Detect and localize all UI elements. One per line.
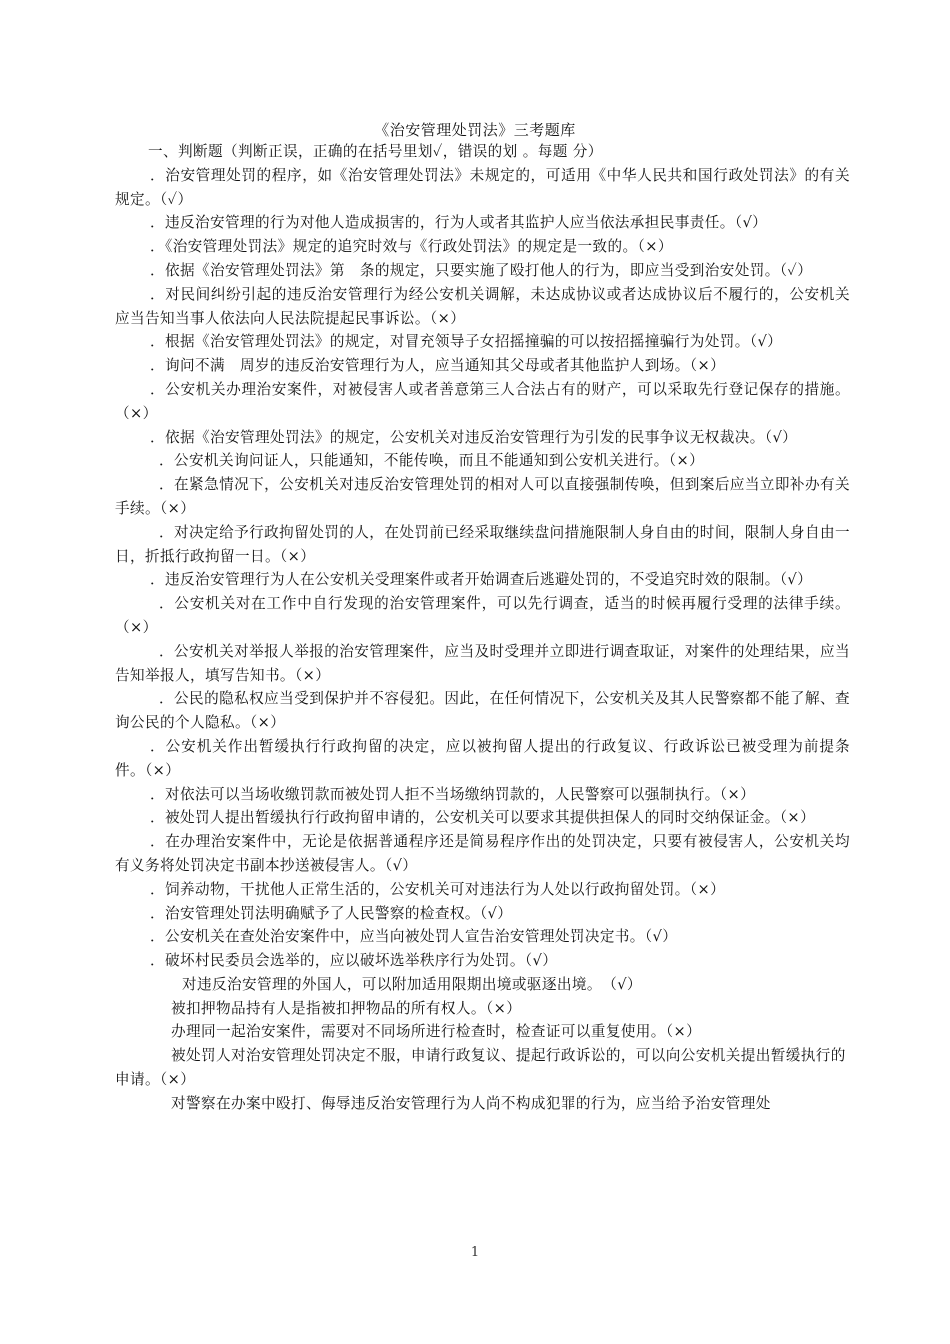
question-item: ．治安管理处罚的程序，如《治安管理处罚法》未规定的，可适用《中华人民共和国行政处罚法》的有关规定。（✓） xyxy=(115,166,850,208)
question-item: ．破坏村民委员会选举的，应以破坏选举秩序行为处罚。（√） xyxy=(150,952,558,970)
question-item: ．对依法可以当场收缴罚款而被处罚人拒不当场缴纳罚款的，人民警察可以强制执行。（×） xyxy=(150,785,756,803)
question-item: ．对民间纠纷引起的违反治安管理行为经公安机关调解，未达成协议或者达成协议后不履行的，公安机关应当告知当事人依法向人民法院提起民事诉讼。（×） xyxy=(115,285,850,327)
question-item: ．依据《治安管理处罚法》的规定，公安机关对违反治安管理行为引发的民事争议无权裁决。（√） xyxy=(150,428,798,446)
page-number: 1 xyxy=(470,1245,480,1260)
question-item: ．治安管理处罚法明确赋予了人民警察的检查权。（√） xyxy=(150,904,513,922)
question-item: ．在紧急情况下，公安机关对违反治安管理处罚的相对人可以直接强制传唤，但到案后应当立即补办有关手续。（×） xyxy=(115,476,850,517)
document-title: 《治安管理处罚法》三考题库 xyxy=(374,121,576,139)
question-item: 对违反治安管理的外国人，可以附加适用限期出境或驱逐出境。 （√） xyxy=(182,975,642,993)
question-item: ．公安机关办理治安案件，对被侵害人或者善意第三人合法占有的财产，可以采取先行登记保存的措施。（×） xyxy=(115,380,850,422)
question-item: ．违反治安管理行为人在公安机关受理案件或者开始调查后逃避处罚的，不受追究时效的限制。（√） xyxy=(150,571,813,589)
question-item: ．询问不满 周岁的违反治安管理行为人，应当通知其父母或者其他监护人到场。（×） xyxy=(150,357,726,375)
question-item: ．根据《治安管理处罚法》的规定，对冒充领导子女招摇撞骗的可以按招摇撞骗行为处罚。（√） xyxy=(150,333,783,351)
question-item: 对警察在办案中殴打、侮辱违反治安管理行为人尚不构成犯罪的行为，应当给予治安管理处 xyxy=(171,1094,771,1112)
question-item: ．依据《治安管理处罚法》第 条的规定，只要实施了殴打他人的行为，即应当受到治安处罚。（✓） xyxy=(150,261,813,279)
question-item: ．违反治安管理的行为对他人造成损害的，行为人或者其监护人应当依法承担民事责任。（√） xyxy=(150,214,768,232)
question-item: 被处罚人对治安管理处罚决定不服，申请行政复议、提起行政诉讼的，可以向公安机关提出暂缓执行的申请。（×） xyxy=(115,1047,846,1089)
question-item: ．公安机关作出暂缓执行行政拘留的决定，应以被拘留人提出的行政复议、行政诉讼已被受理为前提条件。（×） xyxy=(115,737,850,779)
document-body xyxy=(115,140,850,1116)
question-item: ．公安机关对举报人举报的治安管理案件，应当及时受理并立即进行调查取证，对案件的处理结果，应当告知举报人，填写告知书。（×） xyxy=(115,642,850,684)
question-item: ．《治安管理处罚法》规定的追究时效与《行政处罚法》的规定是一致的。（×） xyxy=(150,238,673,256)
question-item: 被扣押物品持有人是指被扣押物品的所有权人。（×） xyxy=(171,999,522,1017)
question-item: ．被处罚人提出暂缓执行行政拘留申请的，公安机关可以要求其提供担保人的同时交纳保证金。（×） xyxy=(150,809,816,827)
question-item: ．在办理治安案件中，无论是依据普通程序还是简易程序作出的处罚决定，只要有被侵害人，公安机关均有义务将处罚决定书副本抄送被侵害人。（√） xyxy=(115,833,850,874)
question-item: ．公民的隐私权应当受到保护并不容侵犯。因此，在任何情况下，公安机关及其人民警察都不能了解、查询公民的个人隐私。（×） xyxy=(115,690,850,732)
question-item: ．公安机关询问证人，只能通知，不能传唤，而且不能通知到公安机关进行。（×） xyxy=(159,452,705,470)
question-item: ．公安机关在查处治安案件中，应当向被处罚人宣告治安管理处罚决定书。（√） xyxy=(150,928,678,946)
question-item: ．饲养动物，干扰他人正常生活的，公安机关可对违法行为人处以行政拘留处罚。（×） xyxy=(150,880,726,898)
question-item: 办理同一起治安案件，需要对不同场所进行检查时，检查证可以重复使用。（×） xyxy=(171,1023,702,1041)
question-item: ．对决定给予行政拘留处罚的人，在处罚前已经采取继续盘问措施限制人身自由的时间，限制人身自由一日，折抵行政拘留一日。（×） xyxy=(115,523,850,565)
question-item: ．公安机关对在工作中自行发现的治安管理案件，可以先行调查，适当的时候再履行受理的法律手续。（×） xyxy=(115,595,850,636)
section-heading: 一、判断题（判断正误，正确的在括号里划✓，错误的划 。每题 分） xyxy=(148,143,603,160)
